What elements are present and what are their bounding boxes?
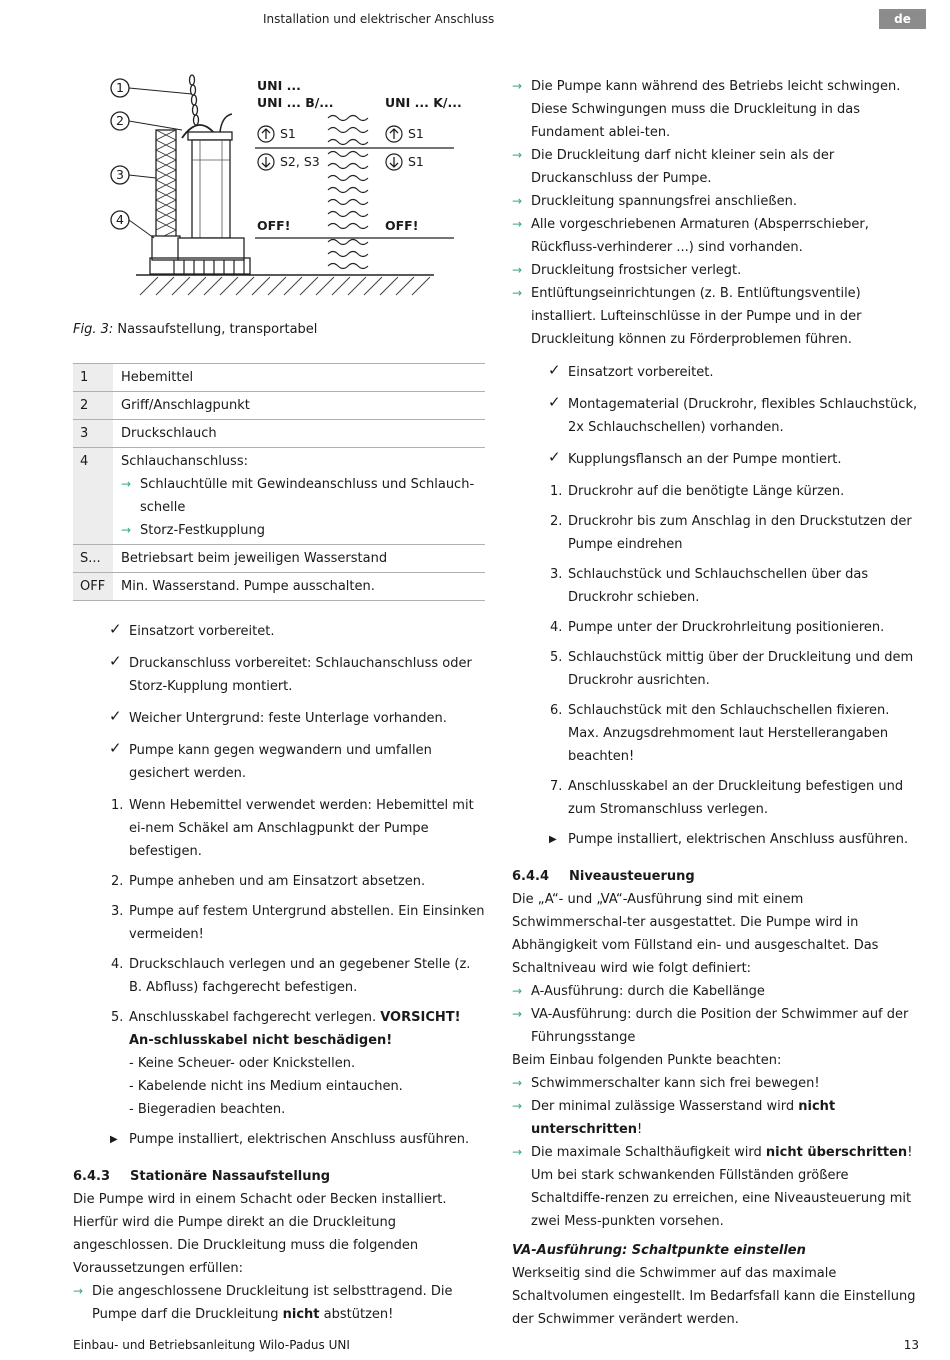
legend-key: 2 — [73, 392, 113, 420]
figure-caption-text: Nassaufstellung, transportabel — [117, 322, 318, 337]
section-heading — [73, 1165, 485, 1188]
check-icon: ✓ — [548, 448, 561, 466]
arrow-icon: → — [512, 79, 523, 93]
step-number: 3. — [111, 904, 124, 919]
step-number: 2. — [111, 874, 124, 889]
legend-row — [73, 392, 485, 420]
figure-off-left: OFF! — [257, 218, 291, 233]
step-text: Druckrohr bis zum Anschlag in den Druckstutzen der Pumpe eindrehen — [568, 514, 912, 552]
note-text: Schwimmerschalter kann sich frei bewegen! — [531, 1076, 820, 1091]
requirement-text-end: abstützen! — [323, 1307, 394, 1322]
step-item — [73, 794, 485, 863]
legend-sub-item — [121, 473, 485, 519]
legend-value: Min. Wasserstand. Pumpe ausschalten. — [113, 573, 485, 601]
prerequisite-text: Druckanschluss vorbereitet: Schlauchanschluss oder Storz-Kupplung montiert. — [129, 656, 472, 694]
step-text: Anschlusskabel fachgerecht verlegen. — [129, 1010, 377, 1025]
step-item — [73, 953, 485, 999]
requirement-item — [512, 190, 922, 213]
legend-key: 4 — [73, 448, 113, 545]
note-continuation: Um bei stark schwankenden Füllständen größere Schaltdiffe-renzen zu erreichen, eine Niveausteuerung mit zwei Mess-punkten vorsehen. — [531, 1168, 912, 1229]
check-icon: ✓ — [548, 361, 561, 379]
callout-2: 2 — [116, 113, 124, 128]
arrow-icon: → — [512, 194, 523, 208]
legend-sub-text: Storz-Festkupplung — [140, 523, 266, 538]
check-icon: ✓ — [109, 739, 122, 757]
definition-text: A-Ausführung: durch die Kabellänge — [531, 984, 765, 999]
requirement-item — [512, 282, 922, 351]
arrow-icon: → — [512, 263, 523, 277]
prerequisite-item — [512, 448, 922, 471]
figure-caption-prefix: Fig. 3: — [73, 322, 114, 337]
step-item — [512, 775, 922, 821]
step-number: 5. — [111, 1010, 124, 1025]
step-item — [512, 480, 922, 503]
step-text: Pumpe auf festem Untergrund abstellen. Ein Einsinken vermeiden! — [129, 904, 485, 942]
arrow-icon: → — [512, 1145, 523, 1159]
figure-caption — [73, 322, 317, 337]
legend-value — [113, 448, 485, 545]
prerequisite-item — [73, 707, 485, 730]
note-item — [512, 1095, 922, 1141]
legend-row — [73, 364, 485, 392]
prerequisite-text: Kupplungsflansch an der Pumpe montiert. — [568, 452, 842, 467]
step-text: Wenn Hebemittel verwendet werden: Hebemittel mit ei-nem Schäkel am Anschlagpunkt der Pumpe befestigen. — [129, 798, 474, 859]
arrow-icon: → — [512, 286, 523, 300]
result-item — [73, 1128, 485, 1151]
prerequisite-item — [73, 652, 485, 698]
arrow-icon: → — [512, 217, 523, 231]
definition-item — [512, 1003, 922, 1049]
step-subline: - Kabelende nicht ins Medium eintauchen. — [129, 1079, 403, 1094]
requirement-text: Alle vorgeschriebenen Armaturen (Absperrschieber, Rückfluss-verhinderer ...) sind vorhanden. — [531, 217, 869, 255]
requirement-item — [512, 144, 922, 190]
requirement-item — [73, 1280, 485, 1326]
result-text: Pumpe installiert, elektrischen Anschluss ausführen. — [129, 1132, 470, 1147]
prerequisite-text: Einsatzort vorbereitet. — [129, 624, 275, 639]
legend-value: Hebemittel — [113, 364, 485, 392]
requirement-item — [512, 75, 922, 144]
section-number: 6.4.3 — [73, 1169, 111, 1184]
step-item — [73, 900, 485, 946]
step-text: Anschlusskabel an der Druckleitung befestigen und zum Stromanschluss verlegen. — [568, 779, 904, 817]
callout-4: 4 — [116, 212, 124, 227]
requirement-item — [512, 259, 922, 282]
step-number: 2. — [550, 514, 563, 529]
figure-left-down-label: S2, S3 — [280, 154, 320, 169]
result-item — [512, 828, 922, 851]
arrow-icon: → — [512, 1076, 523, 1090]
legend-key: OFF — [73, 573, 113, 601]
check-icon: ✓ — [109, 707, 122, 725]
step-item — [512, 563, 922, 609]
arrow-icon: → — [512, 148, 523, 162]
figure-right-up-label: S1 — [408, 126, 424, 141]
requirement-text: Druckleitung spannungsfrei anschließen. — [531, 194, 797, 209]
step-number: 1. — [111, 798, 124, 813]
prerequisite-item — [73, 739, 485, 785]
step-subline: - Biegeradien beachten. — [129, 1102, 286, 1117]
legend-value: Betriebsart beim jeweiligen Wasserstand — [113, 545, 485, 573]
note-item — [512, 1141, 922, 1233]
prerequisite-item — [73, 620, 485, 643]
section-number: 6.4.4 — [512, 869, 550, 884]
legend-row — [73, 573, 485, 601]
figure-left-up-label: S1 — [280, 126, 296, 141]
legend-row — [73, 448, 485, 545]
step-item — [512, 646, 922, 692]
prerequisite-text: Weicher Untergrund: feste Unterlage vorhanden. — [129, 711, 447, 726]
definition-item — [512, 980, 922, 1003]
language-badge: de — [879, 9, 926, 29]
subsection-title: VA-Ausführung: Schaltpunkte einstellen — [512, 1243, 806, 1258]
figure-off-right: OFF! — [385, 218, 419, 233]
result-triangle-icon: ▶ — [549, 834, 557, 845]
step-number: 4. — [550, 620, 563, 635]
subsection-paragraph: Werkseitig sind die Schwimmer auf das maximale Schaltvolumen eingestellt. Im Bedarfsfall kann die Einstellung der Schwimmer verändert werden. — [512, 1266, 916, 1327]
legend-value: Griff/Anschlagpunkt — [113, 392, 485, 420]
header-title: Installation und elektrischer Anschluss — [263, 12, 495, 26]
footer-page-number: 13 — [903, 1338, 919, 1352]
right-column — [512, 75, 922, 1331]
step-number: 3. — [550, 567, 563, 582]
legend-value: Druckschlauch — [113, 420, 485, 448]
warning-text: VORSICHT! An-schlusskabel nicht beschädigen! — [129, 1010, 461, 1048]
step-subline: - Keine Scheuer- oder Knickstellen. — [129, 1056, 356, 1071]
check-icon: ✓ — [109, 652, 122, 670]
callout-1: 1 — [116, 80, 124, 95]
step-text: Schlauchstück mittig über der Druckleitung und dem Druckrohr ausrichten. — [568, 650, 914, 688]
figure-uni-b-label: UNI ... B/... — [257, 95, 334, 110]
note-text-end: ! — [907, 1145, 913, 1160]
step-item — [512, 510, 922, 556]
section-title: Stationäre Nassaufstellung — [130, 1169, 331, 1184]
result-text: Pumpe installiert, elektrischen Anschluss ausführen. — [568, 832, 909, 847]
left-column — [73, 620, 485, 1326]
step-item — [512, 699, 922, 768]
step-text: Pumpe anheben und am Einsatzort absetzen. — [129, 874, 426, 889]
arrow-icon: → — [512, 984, 523, 998]
prerequisite-text: Pumpe kann gegen wegwandern und umfallen gesichert werden. — [129, 743, 432, 781]
arrow-icon: → — [73, 1284, 84, 1298]
legend-sub-item — [121, 519, 485, 542]
definition-text: VA-Ausführung: durch die Position der Schwimmer auf der Führungsstange — [531, 1007, 909, 1045]
step-number: 6. — [550, 703, 563, 718]
check-icon: ✓ — [109, 620, 122, 638]
section-heading — [512, 865, 922, 888]
requirement-text: Die Druckleitung darf nicht kleiner sein als der Druckanschluss der Pumpe. — [531, 148, 835, 186]
legend-row — [73, 420, 485, 448]
section-paragraph: Die Pumpe wird in einem Schacht oder Becken installiert. Hierfür wird die Pumpe direkt an die Druckleitung angeschlossen. Die Druckleitung muss die folgenden Voraussetzungen erfüllen: — [73, 1192, 447, 1276]
arrow-icon: → — [121, 477, 132, 491]
prerequisite-item — [512, 393, 922, 439]
footer-document-title: Einbau- und Betriebsanleitung Wilo-Padus UNI — [73, 1338, 350, 1352]
emphasis-text: nicht unterschritten — [531, 1099, 836, 1137]
requirement-text: Die angeschlossene Druckleitung ist selbsttragend. Die Pumpe darf die Druckleitung — [92, 1284, 453, 1322]
legend-row — [73, 545, 485, 573]
step-item — [73, 1006, 485, 1121]
requirement-item — [512, 213, 922, 259]
legend-key: S... — [73, 545, 113, 573]
emphasis-text: nicht überschritten — [765, 1145, 908, 1160]
legend-sub-text: Schlauchtülle mit Gewindeanschluss und Schlauch-schelle — [140, 477, 475, 515]
requirement-text: Druckleitung frostsicher verlegt. — [531, 263, 742, 278]
legend-key: 1 — [73, 364, 113, 392]
note-text-end: ! — [637, 1122, 643, 1137]
prerequisite-text: Montagematerial (Druckrohr, flexibles Schlauchstück, 2x Schlauchschellen) vorhanden. — [568, 397, 918, 435]
arrow-icon: → — [512, 1007, 523, 1021]
step-text: Schlauchstück und Schlauchschellen über das Druckrohr schieben. — [568, 567, 869, 605]
prerequisite-text: Einsatzort vorbereitet. — [568, 365, 714, 380]
section-title: Niveausteuerung — [569, 869, 695, 884]
step-text: Pumpe unter der Druckrohrleitung positionieren. — [568, 620, 885, 635]
einbau-intro: Beim Einbau folgenden Punkte beachten: — [512, 1053, 782, 1068]
arrow-icon: → — [121, 523, 132, 537]
figure-right-down-label: S1 — [408, 154, 424, 169]
note-text: Der minimal zulässige Wasserstand wird — [531, 1099, 795, 1114]
prerequisite-item — [512, 361, 922, 384]
legend-table — [73, 363, 485, 601]
step-item — [73, 870, 485, 893]
step-text: Druckrohr auf die benötigte Länge kürzen. — [568, 484, 845, 499]
requirement-text: Die Pumpe kann während des Betriebs leicht schwingen. Diese Schwingungen muss die Druckleitung in das Fundament ablei-ten. — [531, 79, 901, 140]
step-number: 5. — [550, 650, 563, 665]
legend-value-text: Schlauchanschluss: — [121, 454, 248, 469]
note-item — [512, 1072, 922, 1095]
arrow-icon: → — [512, 1099, 523, 1113]
figure-uni-k-label: UNI ... K/... — [385, 95, 462, 110]
note-text: Die maximale Schalthäufigkeit wird — [531, 1145, 762, 1160]
check-icon: ✓ — [548, 393, 561, 411]
step-number: 7. — [550, 779, 563, 794]
step-number: 4. — [111, 957, 124, 972]
step-text: Schlauchstück mit den Schlauchschellen fixieren. Max. Anzugsdrehmoment laut Herstellerangaben beachten! — [568, 703, 890, 764]
legend-key: 3 — [73, 420, 113, 448]
result-triangle-icon: ▶ — [110, 1134, 118, 1145]
figure-uni-label: UNI ... — [257, 78, 301, 93]
requirement-text: Entlüftungseinrichtungen (z. B. Entlüftungsventile) installiert. Lufteinschlüsse in der Pumpe und in der Druckleitung können zu Förderproblemen führen. — [531, 286, 862, 347]
emphasis-text: nicht — [282, 1307, 320, 1322]
step-number: 1. — [550, 484, 563, 499]
step-item — [512, 616, 922, 639]
callout-3: 3 — [116, 167, 124, 182]
step-text: Druckschlauch verlegen und an gegebener Stelle (z. B. Abfluss) fachgerecht befestigen. — [129, 957, 471, 995]
section-paragraph: Die „A“- und „VA“-Ausführung sind mit einem Schwimmerschal-ter ausgestattet. Die Pumpe wird in Abhängigkeit vom Füllstand ein- und ausgeschaltet. Das Schaltniveau wird wie folgt definiert: — [512, 892, 879, 976]
